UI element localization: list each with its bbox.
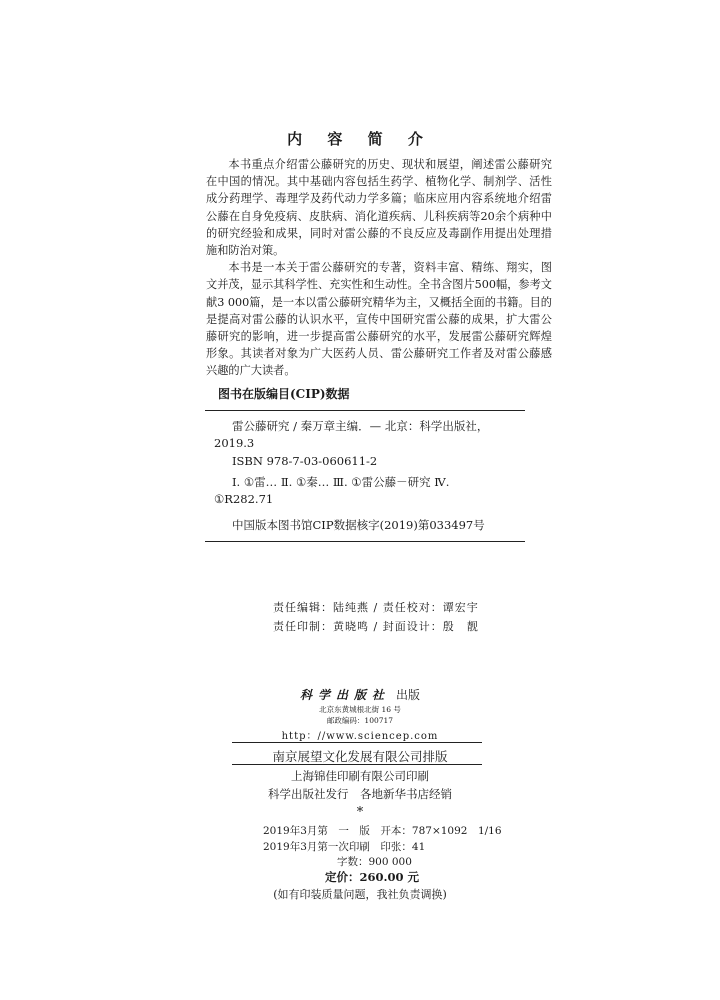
quality-notice: (如有印装质量问题，我社负责调换) [273, 888, 447, 901]
editor-line: 责任编辑：陆纯燕 / 责任校对：谭宏宇 [273, 601, 479, 614]
cip-record-number: 中国版本图书馆CIP数据核字(2019)第033497号 [232, 518, 485, 532]
price: 定价：260.00 元 [325, 870, 420, 884]
edition-line: 2019年3月第 一 版 开本：787×1092 1/16 [263, 825, 502, 837]
publisher-address: 北京东黄城根北街 16 号 [319, 705, 401, 714]
printing-line: 2019年3月第一次印刷 印张：41 [263, 841, 426, 853]
typeset-line: 南京展望文化发展有限公司排版 [272, 749, 448, 764]
intro-paragraph: 本书重点介绍雷公藤研究的历史、现状和展望，阐述雷公藤研究在中国的情况。其中基础内容包括生药学、植物化学、制剂学、活性成分药理学、毒理学及药代动力学多篇；临床应用内容系统地介绍雷公藤在自身免疫病、皮肤病、消化道疾病、儿科疾病等20余个病种中的研究经验和成果，同时对雷公藤的不良反应及毒副作用提出处理措施和防治对策。 [206, 158, 552, 258]
editors-block [273, 598, 479, 636]
divider [232, 742, 482, 743]
cip-title-line: 雷公藤研究 / 秦万章主编．— 北京：科学出版社， [232, 419, 489, 433]
publisher-url: http：//www.sciencep.com [281, 731, 439, 742]
word-count: 字数：900 000 [337, 856, 412, 868]
divider [232, 764, 482, 765]
cip-classification: Ⅰ. ①雷… Ⅱ. ①秦… Ⅲ. ①雷公藤－研究 Ⅳ. [232, 475, 450, 489]
cip-title-line-cont: 2019.3 [214, 436, 255, 450]
cip-heading: 图书在版编目(CIP)数据 [218, 387, 350, 401]
intro-body [206, 156, 552, 380]
intro-title: 内 容 简 介 [287, 130, 433, 148]
cip-top-rule [205, 410, 525, 411]
printer-line: 上海锦佳印刷有限公司印刷 [291, 769, 429, 783]
distributor-line: 科学出版社发行 各地新华书店经销 [268, 787, 452, 801]
publisher-suffix: 出版 [396, 688, 421, 702]
publisher-line [0, 686, 720, 703]
star-separator: * [356, 805, 364, 820]
editor-line: 责任印制：黄晓鸣 / 封面设计：殷 靓 [273, 620, 479, 633]
publisher-brand: 科学出版社 [299, 688, 390, 702]
cip-bottom-rule [205, 541, 525, 542]
cip-classification-cont: ①R282.71 [214, 492, 274, 506]
intro-paragraph: 本书是一本关于雷公藤研究的专著，资料丰富、精练、翔实，图文并茂，显示其科学性、充实性和生动性。全书含图片500幅，参考文献3 000篇，是一本以雷公藤研究精华为主，又概括全面的书籍。目的是提高对雷公藤的认识水平，宣传中国研究雷公藤的成果，扩大雷公藤研究的影响，进一步提高雷公藤研究的水平，发展雷公藤研究辉煌形象。其读者对象为广大医药人员、雷公藤研究工作者及对雷公藤感兴趣的广大读者。 [206, 261, 552, 378]
publisher-postcode: 邮政编码：100717 [326, 716, 394, 725]
cip-isbn: ISBN 978-7-03-060611-2 [232, 454, 378, 468]
